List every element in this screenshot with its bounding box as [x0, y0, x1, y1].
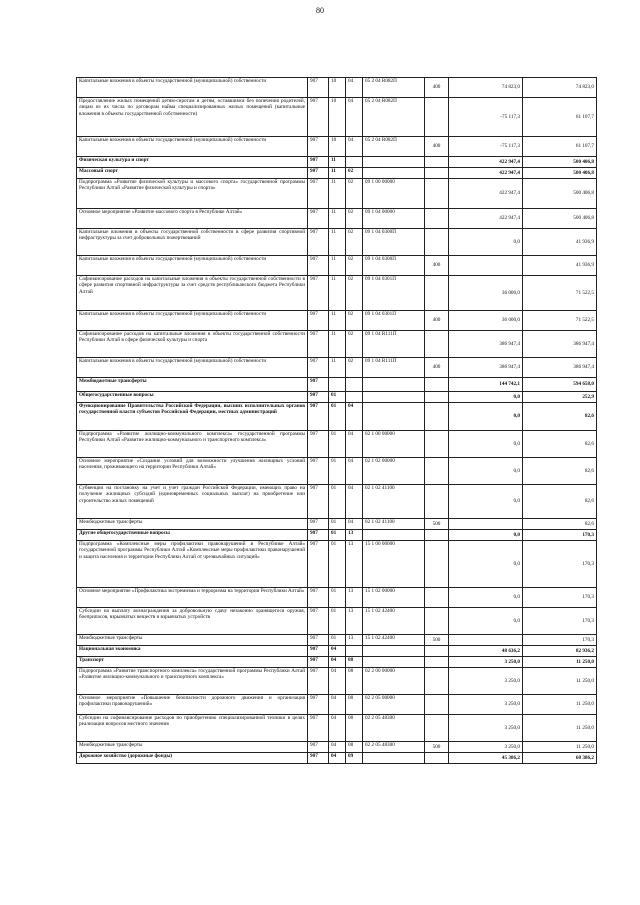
row-name-cell: Межбюджетные трансферты	[77, 519, 308, 530]
row-amount-year2-cell: 500 406,8	[523, 157, 597, 168]
row-target-article-cell	[363, 378, 425, 392]
row-expense-type-cell	[425, 657, 449, 668]
row-amount-year2-cell: 170,3	[523, 541, 597, 588]
table-row	[77, 646, 597, 657]
row-subsection-cell: 08	[346, 695, 363, 715]
row-grbs-cell: 907	[308, 209, 329, 229]
row-name-cell: Межбюджетные трансферты	[77, 378, 308, 392]
table-row	[77, 753, 597, 764]
row-section-cell: 01	[329, 431, 346, 458]
row-section-cell: 01	[329, 588, 346, 608]
row-amount-year1-cell: 0,0	[449, 608, 523, 635]
row-grbs-cell: 907	[308, 311, 329, 331]
row-expense-type-cell	[425, 403, 449, 431]
row-subsection-cell: 13	[346, 608, 363, 635]
row-section-cell: 10	[329, 137, 346, 157]
table-row	[77, 530, 597, 541]
row-section-cell: 01	[329, 608, 346, 635]
row-section-cell: 01	[329, 635, 346, 646]
row-expense-type-cell	[425, 431, 449, 458]
row-target-article-cell: 02 1 00 00000	[363, 431, 425, 458]
row-subsection-cell	[346, 378, 363, 392]
row-expense-type-cell	[425, 378, 449, 392]
row-grbs-cell: 907	[308, 276, 329, 311]
table-row	[77, 179, 597, 209]
table-row	[77, 742, 597, 753]
page-number: 80	[316, 6, 324, 15]
row-grbs-cell: 907	[308, 608, 329, 635]
row-grbs-cell: 907	[308, 358, 329, 378]
row-expense-type-cell	[425, 753, 449, 764]
row-amount-year2-cell: 170,3	[523, 635, 597, 646]
table-row	[77, 695, 597, 715]
row-subsection-cell: 13	[346, 635, 363, 646]
table-row	[77, 358, 597, 378]
row-amount-year2-cell: 500 406,8	[523, 179, 597, 209]
row-name-cell: Физическая культура и спорт	[77, 157, 308, 168]
table-row	[77, 229, 597, 256]
row-amount-year1-cell: 3 250,0	[449, 742, 523, 753]
row-section-cell: 11	[329, 311, 346, 331]
row-grbs-cell: 907	[308, 179, 329, 209]
row-section-cell: 11	[329, 331, 346, 358]
row-target-article-cell: 09 1 04 R111П	[363, 358, 425, 378]
row-section-cell: 10	[329, 78, 346, 98]
row-amount-year2-cell: 82,6	[523, 519, 597, 530]
row-subsection-cell: 04	[346, 519, 363, 530]
row-name-cell: Субсидии на выплату вознаграждения за добровольную сдачу незаконно хранящегося оружия, боеприпасов, взрывчатых веществ и взрывчатых устройств	[77, 608, 308, 635]
row-amount-year2-cell: 386 947,4	[523, 358, 597, 378]
row-subsection-cell: 02	[346, 168, 363, 179]
row-target-article-cell: 05 2 04 R082П	[363, 137, 425, 157]
table-row	[77, 715, 597, 742]
row-name-cell: Основное мероприятие «Развитие массового спорта в Республике Алтай»	[77, 209, 308, 229]
row-target-article-cell: 05 2 04 R082П	[363, 78, 425, 98]
row-name-cell: Капитальные вложения в объекты государственной (муниципальной) собственности	[77, 78, 308, 98]
row-amount-year2-cell: 170,3	[523, 608, 597, 635]
row-subsection-cell: 02	[346, 358, 363, 378]
row-name-cell: Софинансирование расходов на капитальные вложения в объекты государственной собственности в сфере развития спортивной инфраструктуры за счет средств республиканского бюджета Республики Алтай	[77, 276, 308, 311]
row-amount-year1-cell: 422 947,4	[449, 209, 523, 229]
row-subsection-cell: 02	[346, 256, 363, 276]
row-amount-year2-cell: 71 522,5	[523, 276, 597, 311]
table-row	[77, 668, 597, 695]
row-expense-type-cell	[425, 458, 449, 485]
row-amount-year1-cell: 36 000,0	[449, 276, 523, 311]
row-section-cell: 01	[329, 458, 346, 485]
budget-table	[76, 77, 597, 764]
row-expense-type-cell	[425, 331, 449, 358]
row-subsection-cell: 13	[346, 588, 363, 608]
row-subsection-cell: 04	[346, 431, 363, 458]
row-subsection-cell: 02	[346, 229, 363, 256]
row-expense-type-cell: 500	[425, 742, 449, 753]
table-row	[77, 608, 597, 635]
row-name-cell: Основное мероприятие «Повышение безопасности дорожного движения и организация профилактики правонарушений»	[77, 695, 308, 715]
row-amount-year2-cell: 61 107,7	[523, 98, 597, 137]
row-target-article-cell: 02 2 05 48300	[363, 715, 425, 742]
table-row	[77, 78, 597, 98]
row-subsection-cell	[346, 392, 363, 403]
row-grbs-cell: 907	[308, 635, 329, 646]
row-amount-year2-cell: 11 250,0	[523, 742, 597, 753]
row-expense-type-cell	[425, 179, 449, 209]
row-target-article-cell: 09 1 04 0301П	[363, 311, 425, 331]
row-name-cell: Национальная экономика	[77, 646, 308, 657]
row-target-article-cell	[363, 168, 425, 179]
row-name-cell: Софинансирование расходов на капитальные вложения в объекты государственной собственности Республики Алтай в сфере физической культуры и спорта	[77, 331, 308, 358]
table-row	[77, 519, 597, 530]
table-row	[77, 635, 597, 646]
row-grbs-cell: 907	[308, 668, 329, 695]
row-target-article-cell	[363, 392, 425, 403]
row-name-cell: Субсидии на софинансирование расходов по приобретению специализированной техники в целях реализации вопросов местного значения	[77, 715, 308, 742]
row-expense-type-cell	[425, 715, 449, 742]
row-grbs-cell: 907	[308, 588, 329, 608]
row-subsection-cell: 02	[346, 311, 363, 331]
row-expense-type-cell: 500	[425, 519, 449, 530]
row-grbs-cell: 907	[308, 485, 329, 519]
row-amount-year2-cell: 82,6	[523, 485, 597, 519]
row-section-cell: 11	[329, 179, 346, 209]
row-name-cell: Другие общегосударственные вопросы	[77, 530, 308, 541]
row-grbs-cell: 907	[308, 646, 329, 657]
table-row	[77, 331, 597, 358]
row-section-cell: 01	[329, 530, 346, 541]
row-subsection-cell: 04	[346, 403, 363, 431]
row-subsection-cell: 08	[346, 715, 363, 742]
row-amount-year1-cell: 0,0	[449, 541, 523, 588]
row-subsection-cell	[346, 646, 363, 657]
row-section-cell	[329, 378, 346, 392]
row-amount-year2-cell: 386 947,4	[523, 331, 597, 358]
row-grbs-cell: 907	[308, 530, 329, 541]
row-amount-year2-cell: 41 936,9	[523, 229, 597, 256]
table-row	[77, 311, 597, 331]
row-amount-year2-cell: 82,6	[523, 403, 597, 431]
row-amount-year2-cell: 82,6	[523, 458, 597, 485]
row-name-cell: Дорожное хозяйство (дорожные фонды)	[77, 753, 308, 764]
row-name-cell: Транспорт	[77, 657, 308, 668]
row-expense-type-cell	[425, 608, 449, 635]
row-name-cell: Субвенции на постановку на учет и учет граждан Российской Федерации, имеющих право на получение жилищных субсидий (единовременных социальных выплат) на приобретение или строительство жилых помещений	[77, 485, 308, 519]
row-amount-year1-cell: 144 742,1	[449, 378, 523, 392]
row-section-cell: 01	[329, 519, 346, 530]
row-target-article-cell: 02 1 02 41100	[363, 519, 425, 530]
row-amount-year1-cell: 0,0	[449, 588, 523, 608]
row-expense-type-cell: 400	[425, 78, 449, 98]
row-amount-year1-cell: 3 250,0	[449, 715, 523, 742]
row-amount-year2-cell: 41 936,9	[523, 256, 597, 276]
row-name-cell: Подпрограмма «Развитие жилищно-коммунального комплекса» государственной программы Республики Алтай «Развитие жилищно-коммунального и транспортного комплекса»	[77, 431, 308, 458]
row-name-cell: Подпрограмма «Развитие физической культуры и массового спорта» государственной программы Республики Алтай «Развитие физической культуры и спорта»	[77, 179, 308, 209]
row-expense-type-cell: 400	[425, 256, 449, 276]
row-section-cell: 01	[329, 485, 346, 519]
row-amount-year1-cell: 3 250,0	[449, 695, 523, 715]
row-grbs-cell: 907	[308, 431, 329, 458]
row-name-cell: Предоставление жилых помещений детям-сиротам и детям, оставшимся без попечения родителей, лицам из их числа по договорам найма специализированных жилых помещений (капитальные вложения в объекты государственной собственности)	[77, 98, 308, 137]
row-amount-year1-cell	[449, 635, 523, 646]
row-amount-year1-cell: 0,0	[449, 530, 523, 541]
row-amount-year1-cell: 386 947,4	[449, 331, 523, 358]
row-name-cell: Капитальные вложения в объекты государственной собственности в сфере развития спортивной инфраструктуры за счет добровольных пожертвований	[77, 229, 308, 256]
row-grbs-cell: 907	[308, 378, 329, 392]
row-subsection-cell: 04	[346, 98, 363, 137]
row-name-cell: Массовый спорт	[77, 168, 308, 179]
row-expense-type-cell	[425, 157, 449, 168]
row-section-cell: 01	[329, 403, 346, 431]
row-section-cell: 11	[329, 256, 346, 276]
row-subsection-cell: 08	[346, 657, 363, 668]
row-amount-year2-cell: 71 522,5	[523, 311, 597, 331]
row-amount-year1-cell: 36 000,0	[449, 311, 523, 331]
row-name-cell: Капитальные вложения в объекты государственной (муниципальной) собственности	[77, 311, 308, 331]
row-target-article-cell: 05 2 04 R082П	[363, 98, 425, 137]
row-target-article-cell: 09 1 04 0300П	[363, 229, 425, 256]
table-row	[77, 485, 597, 519]
row-grbs-cell: 907	[308, 753, 329, 764]
row-target-article-cell	[363, 530, 425, 541]
row-subsection-cell: 08	[346, 668, 363, 695]
row-target-article-cell	[363, 403, 425, 431]
row-section-cell: 01	[329, 541, 346, 588]
row-amount-year2-cell: 11 250,0	[523, 657, 597, 668]
row-section-cell: 04	[329, 646, 346, 657]
table-row	[77, 458, 597, 485]
row-amount-year1-cell: 0,0	[449, 485, 523, 519]
row-section-cell: 11	[329, 358, 346, 378]
row-grbs-cell: 907	[308, 695, 329, 715]
row-amount-year2-cell: 82 936,2	[523, 646, 597, 657]
row-expense-type-cell: 500	[425, 635, 449, 646]
row-grbs-cell: 907	[308, 541, 329, 588]
row-grbs-cell: 907	[308, 78, 329, 98]
table-row	[77, 256, 597, 276]
row-target-article-cell: 09 1 00 00000	[363, 179, 425, 209]
row-section-cell: 11	[329, 168, 346, 179]
table-row	[77, 378, 597, 392]
row-grbs-cell: 907	[308, 403, 329, 431]
row-subsection-cell: 13	[346, 530, 363, 541]
row-expense-type-cell	[425, 668, 449, 695]
row-amount-year1-cell: 0,0	[449, 229, 523, 256]
row-amount-year1-cell: 0,0	[449, 458, 523, 485]
row-target-article-cell: 02 2 05 00000	[363, 695, 425, 715]
table-row	[77, 657, 597, 668]
row-section-cell: 11	[329, 229, 346, 256]
row-amount-year2-cell: 500 406,8	[523, 209, 597, 229]
row-section-cell: 04	[329, 742, 346, 753]
row-name-cell: Капитальные вложения в объекты государственной (муниципальной) собственности	[77, 358, 308, 378]
row-target-article-cell	[363, 157, 425, 168]
row-target-article-cell: 09 1 04 0301П	[363, 276, 425, 311]
row-amount-year2-cell: 11 250,0	[523, 695, 597, 715]
row-expense-type-cell	[425, 588, 449, 608]
table-row	[77, 157, 597, 168]
row-name-cell: Функционирование Правительства Российской Федерации, высших исполнительных органов государственной власти субъектов Российской Федерации, местных администраций	[77, 403, 308, 431]
row-amount-year1-cell: 386 947,4	[449, 358, 523, 378]
row-name-cell: Межбюджетные трансферты	[77, 635, 308, 646]
row-subsection-cell: 13	[346, 541, 363, 588]
row-grbs-cell: 907	[308, 392, 329, 403]
row-target-article-cell: 09 1 04 0300П	[363, 256, 425, 276]
row-amount-year2-cell: 170,3	[523, 530, 597, 541]
row-amount-year1-cell: 422 947,4	[449, 157, 523, 168]
row-expense-type-cell	[425, 695, 449, 715]
row-amount-year2-cell: 594 658,0	[523, 378, 597, 392]
row-grbs-cell: 907	[308, 229, 329, 256]
row-subsection-cell: 04	[346, 78, 363, 98]
row-grbs-cell: 907	[308, 742, 329, 753]
row-amount-year2-cell: 74 823,0	[523, 78, 597, 98]
row-grbs-cell: 907	[308, 256, 329, 276]
row-expense-type-cell	[425, 98, 449, 137]
table-row	[77, 209, 597, 229]
row-expense-type-cell	[425, 209, 449, 229]
row-expense-type-cell	[425, 485, 449, 519]
row-section-cell: 04	[329, 695, 346, 715]
row-target-article-cell: 15 1 02 42400	[363, 635, 425, 646]
row-grbs-cell: 907	[308, 657, 329, 668]
row-subsection-cell: 02	[346, 179, 363, 209]
row-name-cell: Межбюджетные трансферты	[77, 742, 308, 753]
row-amount-year1-cell: 48 636,2	[449, 646, 523, 657]
row-expense-type-cell: 400	[425, 311, 449, 331]
row-expense-type-cell	[425, 530, 449, 541]
row-name-cell: Основное мероприятие «Создание условий для возможности улучшения жилищных условий населения, проживающего на территории Республики Алтай»	[77, 458, 308, 485]
table-row	[77, 392, 597, 403]
row-amount-year2-cell: 170,3	[523, 588, 597, 608]
row-target-article-cell: 02 2 05 48300	[363, 742, 425, 753]
row-expense-type-cell	[425, 392, 449, 403]
row-amount-year2-cell: 11 250,0	[523, 668, 597, 695]
row-section-cell: 04	[329, 715, 346, 742]
row-subsection-cell: 02	[346, 331, 363, 358]
row-target-article-cell: 15 1 02 42400	[363, 608, 425, 635]
row-amount-year1-cell: 422 947,4	[449, 168, 523, 179]
row-amount-year1-cell: -75 117,3	[449, 98, 523, 137]
row-amount-year1-cell	[449, 256, 523, 276]
row-grbs-cell: 907	[308, 519, 329, 530]
row-section-cell: 01	[329, 392, 346, 403]
row-subsection-cell: 08	[346, 742, 363, 753]
row-section-cell: 04	[329, 753, 346, 764]
row-expense-type-cell	[425, 276, 449, 311]
row-subsection-cell: 02	[346, 209, 363, 229]
row-amount-year2-cell: 500 406,8	[523, 168, 597, 179]
row-amount-year2-cell: 60 386,2	[523, 753, 597, 764]
row-section-cell: 10	[329, 98, 346, 137]
row-target-article-cell: 15 1 02 00000	[363, 588, 425, 608]
row-name-cell: Общегосударственные вопросы	[77, 392, 308, 403]
row-name-cell: Подпрограмма «Комплексные меры профилактики правонарушений в Республике Алтай» государственной программы Республики Алтай «Комплексные меры профилактики правонарушений и защита населения и территории Республики Алтай от чрезвычайных ситуаций»	[77, 541, 308, 588]
row-subsection-cell: 09	[346, 753, 363, 764]
row-subsection-cell: 02	[346, 276, 363, 311]
row-grbs-cell: 907	[308, 168, 329, 179]
row-section-cell: 11	[329, 209, 346, 229]
row-amount-year1-cell: 0,0	[449, 403, 523, 431]
row-name-cell: Капитальные вложения в объекты государственной (муниципальной) собственности	[77, 256, 308, 276]
row-grbs-cell: 907	[308, 137, 329, 157]
row-section-cell: 04	[329, 668, 346, 695]
row-amount-year1-cell: 3 250,0	[449, 668, 523, 695]
row-subsection-cell: 04	[346, 485, 363, 519]
row-section-cell: 04	[329, 657, 346, 668]
row-section-cell: 11	[329, 276, 346, 311]
row-grbs-cell: 907	[308, 98, 329, 137]
table-row	[77, 588, 597, 608]
table-row	[77, 168, 597, 179]
row-amount-year2-cell: 11 250,0	[523, 715, 597, 742]
table-row	[77, 276, 597, 311]
row-amount-year1-cell: 74 823,0	[449, 78, 523, 98]
row-expense-type-cell: 400	[425, 358, 449, 378]
table-row	[77, 98, 597, 137]
row-amount-year1-cell: 45 386,2	[449, 753, 523, 764]
row-target-article-cell: 02 1 02 41100	[363, 485, 425, 519]
row-subsection-cell: 04	[346, 458, 363, 485]
row-subsection-cell: 04	[346, 137, 363, 157]
row-expense-type-cell	[425, 646, 449, 657]
row-expense-type-cell	[425, 541, 449, 588]
row-amount-year1-cell: -75 117,3	[449, 137, 523, 157]
row-amount-year1-cell: 0,0	[449, 431, 523, 458]
row-grbs-cell: 907	[308, 157, 329, 168]
row-name-cell: Капитальные вложения в объекты государственной (муниципальной) собственности	[77, 137, 308, 157]
row-amount-year1-cell: 422 947,4	[449, 179, 523, 209]
row-target-article-cell: 02 1 02 00000	[363, 458, 425, 485]
row-target-article-cell	[363, 753, 425, 764]
row-section-cell: 11	[329, 157, 346, 168]
row-target-article-cell: 09 1 04 R111П	[363, 331, 425, 358]
row-target-article-cell	[363, 657, 425, 668]
row-amount-year1-cell: 3 250,0	[449, 657, 523, 668]
row-target-article-cell: 15 1 00 00000	[363, 541, 425, 588]
table-row	[77, 431, 597, 458]
row-amount-year2-cell: 252,9	[523, 392, 597, 403]
row-expense-type-cell	[425, 229, 449, 256]
row-target-article-cell	[363, 646, 425, 657]
row-expense-type-cell	[425, 168, 449, 179]
row-name-cell: Основное мероприятие «Профилактика экстремизма и терроризма на территории Республики Алтай»	[77, 588, 308, 608]
row-name-cell: Подпрограмма «Развитие транспортного комплекса» государственной программы Республики Алтай «Развитие жилищно-коммунального и транспортного комплекса»	[77, 668, 308, 695]
table-row	[77, 137, 597, 157]
row-grbs-cell: 907	[308, 331, 329, 358]
row-amount-year2-cell: 61 107,7	[523, 137, 597, 157]
table-row	[77, 541, 597, 588]
row-subsection-cell	[346, 157, 363, 168]
row-amount-year2-cell: 82,6	[523, 431, 597, 458]
row-expense-type-cell: 400	[425, 137, 449, 157]
row-target-article-cell: 02 2 00 00000	[363, 668, 425, 695]
row-target-article-cell: 09 1 04 00000	[363, 209, 425, 229]
row-grbs-cell: 907	[308, 458, 329, 485]
row-grbs-cell: 907	[308, 715, 329, 742]
table-row	[77, 403, 597, 431]
row-amount-year1-cell	[449, 519, 523, 530]
row-amount-year1-cell: 0,0	[449, 392, 523, 403]
